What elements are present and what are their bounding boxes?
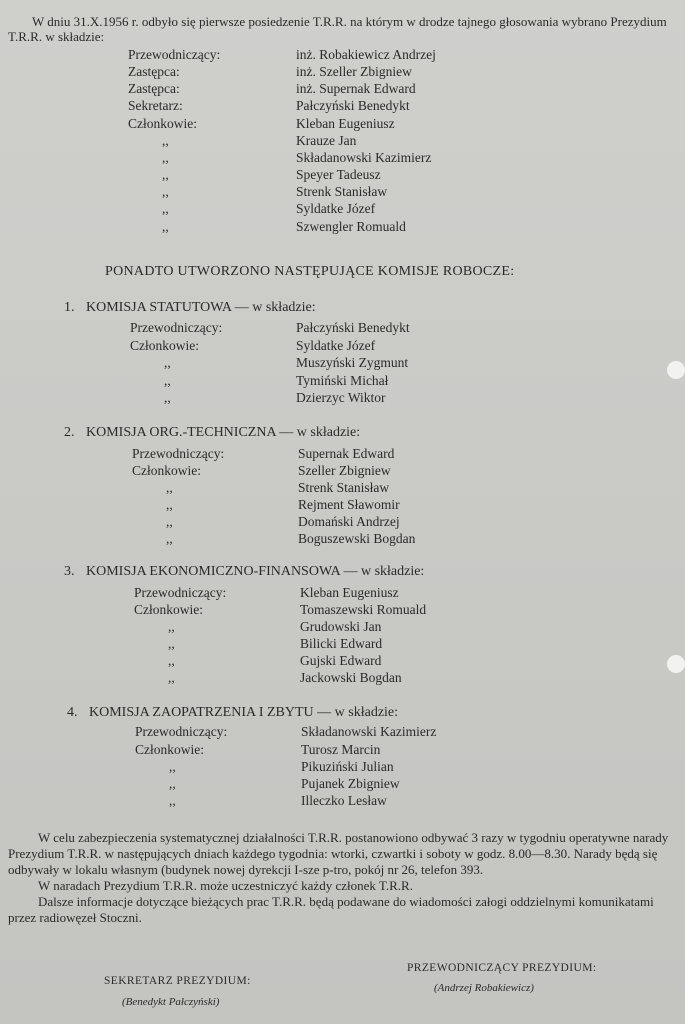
- information-paragraph: Dalsze informacje dotyczące bieżących prac T.R.R. będą podawane do wiadomości załogi oddzielnymi komunikatami przez radiowęzeł Stoczni.: [8, 894, 654, 925]
- member-role: ,,: [169, 793, 176, 808]
- member-role: ,,: [169, 759, 176, 774]
- member-role: ,,: [166, 480, 173, 495]
- member-name: Domański Andrzej: [298, 514, 400, 529]
- presidium-name: Syldatke Józef: [296, 201, 376, 216]
- chairman-signature-name: (Andrzej Robakiewicz): [434, 982, 534, 994]
- presidium-name: Speyer Tadeusz: [296, 167, 381, 182]
- commission-number: 4.: [67, 705, 78, 720]
- presidium-role: Zastępca:: [128, 64, 180, 79]
- commission-name: KOMISJA EKONOMICZNO-FINANSOWA — w składzie:: [86, 564, 425, 579]
- member-name: Pikuziński Julian: [301, 759, 394, 774]
- member-role: Przewodniczący:: [134, 585, 227, 600]
- presidium-name: Szwengler Romuald: [296, 219, 406, 234]
- member-role: Członkowie:: [132, 463, 201, 478]
- presidium-role: Członkowie:: [128, 116, 197, 131]
- presidium-name: Składanowski Kazimierz: [296, 150, 432, 165]
- commission-title: [64, 425, 360, 441]
- presidium-name: Krauze Jan: [296, 133, 357, 148]
- member-name: Dzierzyc Wiktor: [296, 390, 386, 405]
- commission-name: KOMISJA ZAOPATRZENIA I ZBYTU — w składzie:: [89, 705, 399, 720]
- member-role: ,,: [168, 653, 175, 668]
- member-role: ,,: [164, 390, 171, 405]
- meeting-schedule-paragraph: W celu zabezpieczenia systematycznej działalności T.R.R. postanowiono odbywać 3 razy w tygodniu operatywne narady Prezydium T.R.R. w następujących dniach każdego tygodnia: wtorki, czwartki i soboty w godz. 8.00—8.30. Narady będą się odbywały w lokalu własnym (budynek nowej dyrekcji I-sze p-tro, pokój nr 26, telefon 393.: [8, 830, 669, 877]
- binder-hole: [667, 655, 685, 673]
- presidium-name: inż. Szeller Zbigniew: [296, 64, 412, 79]
- member-name: Turosz Marcin: [301, 742, 381, 757]
- binder-hole: [667, 361, 685, 379]
- member-role: ,,: [164, 355, 171, 370]
- presidium-name: Kleban Eugeniusz: [296, 116, 395, 131]
- member-name: Szeller Zbigniew: [298, 463, 391, 478]
- member-role: Przewodniczący:: [130, 320, 223, 335]
- member-role: ,,: [168, 636, 175, 651]
- member-name: Strenk Stanisław: [298, 480, 390, 495]
- presidium-role: ,,: [162, 150, 169, 165]
- member-role: ,,: [166, 497, 173, 512]
- commission-number: 3.: [64, 564, 75, 579]
- member-role: ,,: [164, 373, 171, 388]
- member-role: Członkowie:: [130, 338, 199, 353]
- commissions-heading: PONADTO UTWORZONO NASTĘPUJĄCE KOMISJE ROBOCZE:: [105, 264, 515, 279]
- presidium-role: ,,: [162, 133, 169, 148]
- member-role: ,,: [169, 776, 176, 791]
- commission-number: 1.: [64, 300, 75, 315]
- member-name: Boguszewski Bogdan: [298, 531, 416, 546]
- member-name: Pujanek Zbigniew: [301, 776, 400, 791]
- commission-title: [64, 300, 316, 316]
- member-name: Supernak Edward: [298, 446, 395, 461]
- member-name: Składanowski Kazimierz: [301, 724, 437, 739]
- member-name: Illeczko Lesław: [301, 793, 387, 808]
- member-name: Kleban Eugeniusz: [300, 585, 399, 600]
- presidium-role: Przewodniczący:: [128, 47, 221, 62]
- member-name: Pałczyński Benedykt: [296, 320, 410, 335]
- member-name: Jackowski Bogdan: [300, 670, 402, 685]
- member-name: Tymiński Michał: [296, 373, 389, 388]
- member-role: Członkowie:: [134, 602, 203, 617]
- presidium-name: inż. Supernak Edward: [296, 81, 416, 96]
- secretary-signature-name: (Benedykt Pałczyński): [122, 996, 220, 1008]
- closing-paragraphs: [8, 830, 682, 926]
- presidium-name: inż. Robakiewicz Andrzej: [296, 47, 436, 62]
- member-role: ,,: [166, 514, 173, 529]
- intro-paragraph: [8, 14, 680, 44]
- member-name: Gujski Edward: [300, 653, 382, 668]
- presidium-role: ,,: [162, 167, 169, 182]
- member-name: Bilicki Edward: [300, 636, 383, 651]
- commission-number: 2.: [64, 425, 75, 440]
- secretary-signature-title: SEKRETARZ PREZYDIUM:: [104, 975, 251, 987]
- commission-title: [64, 564, 424, 580]
- participation-paragraph: W naradach Prezydium T.R.R. może uczestniczyć każdy członek T.R.R.: [38, 878, 413, 893]
- member-name: Rejment Sławomir: [298, 497, 400, 512]
- member-role: Przewodniczący:: [135, 724, 228, 739]
- member-role: ,,: [166, 531, 173, 546]
- intro-text: W dniu 31.X.1956 r. odbyło się pierwsze posiedzenie T.R.R. na którym w drodze tajnego głosowania wybrano Prezydium T.R.R. w składzie:: [8, 14, 667, 44]
- presidium-role: ,,: [162, 184, 169, 199]
- member-role: ,,: [168, 670, 175, 685]
- member-role: Członkowie:: [135, 742, 204, 757]
- presidium-role: Zastępca:: [128, 81, 180, 96]
- commission-title: [67, 705, 398, 721]
- presidium-name: Pałczyński Benedykt: [296, 98, 410, 113]
- commission-name: KOMISJA STATUTOWA — w składzie:: [86, 300, 316, 315]
- chairman-signature-title: PRZEWODNICZĄCY PREZYDIUM:: [407, 962, 597, 974]
- presidium-role: Sekretarz:: [128, 98, 183, 113]
- member-name: Tomaszewski Romuald: [300, 602, 427, 617]
- commission-name: KOMISJA ORG.-TECHNICZNA — w składzie:: [86, 425, 361, 440]
- member-name: Grudowski Jan: [300, 619, 382, 634]
- member-role: ,,: [168, 619, 175, 634]
- presidium-role: ,,: [162, 201, 169, 216]
- presidium-name: Strenk Stanisław: [296, 184, 388, 199]
- member-name: Syldatke Józef: [296, 338, 376, 353]
- member-role: Przewodniczący:: [132, 446, 225, 461]
- member-name: Muszyński Zygmunt: [296, 355, 409, 370]
- presidium-role: ,,: [162, 219, 169, 234]
